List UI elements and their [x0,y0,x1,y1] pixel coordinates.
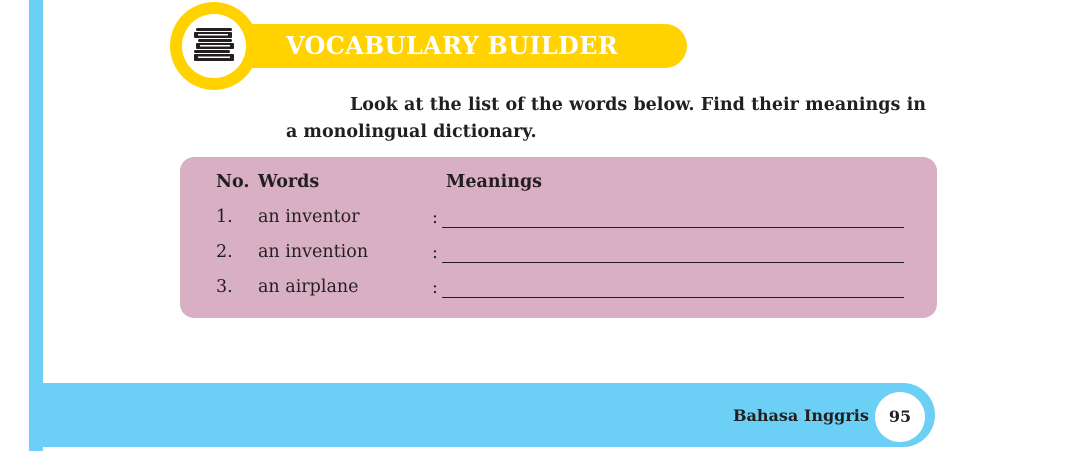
header-words: Words [258,172,320,192]
row-3-separator: : [432,278,438,298]
answer-line [442,297,904,298]
row-3-word: an airplane [258,277,359,297]
row-2-separator: : [432,243,438,263]
row-1-number: 1. [216,207,233,227]
answer-line [442,227,904,228]
instruction-text: Look at the list of the words below. Find their meanings in a monolingual dictionary. [286,95,926,142]
header-meanings: Meanings [446,172,543,192]
row-2-word: an invention [258,242,369,262]
footer-book-title: Bahasa Inggris [733,406,869,425]
row-3-number: 3. [216,277,233,297]
answer-line [442,262,904,263]
page-number-badge [875,392,925,442]
row-3-meaning-blank[interactable] [432,278,904,298]
row-2-number: 2. [216,242,233,262]
row-1-meaning-blank[interactable] [432,208,904,228]
row-2-meaning-blank[interactable] [432,243,904,263]
page-number: 95 [888,407,912,426]
row-1-separator: : [432,208,438,228]
books-stack-icon [182,14,246,78]
row-1-word: an inventor [258,207,360,227]
header-no: No. [216,172,250,192]
section-title: VOCABULARY BUILDER [286,31,619,60]
